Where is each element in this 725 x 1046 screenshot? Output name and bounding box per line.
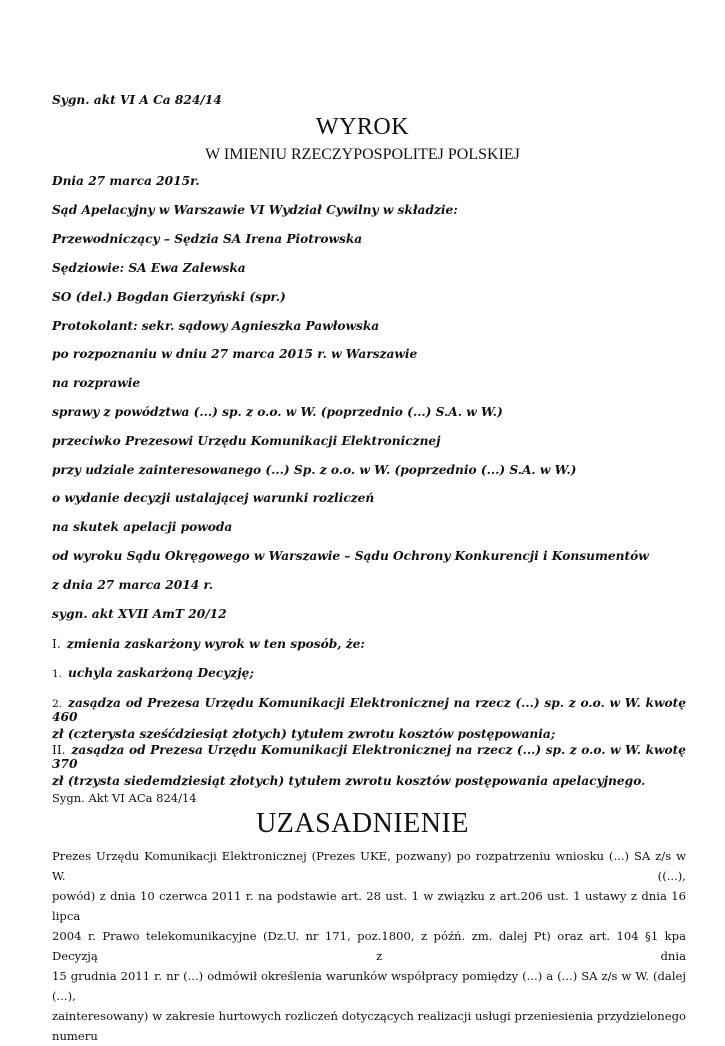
judges: Sędziowie: SA Ewa Zalewska	[52, 261, 246, 275]
plaintiff-line: sprawy z powództwa (...) sp. z o.o. w W. (poprzednio (...) S.A. w W.)	[52, 405, 503, 419]
court-composition: Sąd Apelacyjny w Warszawie VI Wydział Cywilny w składzie:	[52, 203, 458, 217]
ruling-item-number: I.	[52, 637, 61, 651]
presiding-judge: Przewodniczący – Sędzia SA Irena Piotrowska	[52, 232, 363, 246]
ruling-item-text: zasądza od Prezesa Urzędu Komunikacji Elektronicznej na rzecz (...) sp. z o.o. w W. kwotę 370	[52, 743, 686, 771]
ruling-item-I	[52, 637, 365, 651]
ruling-item-text: uchyla zaskarżoną Decyzję;	[68, 666, 254, 680]
appeal-line: na skutek apelacji powoda	[52, 520, 233, 534]
document-title: WYROK	[315, 114, 410, 140]
ruling-item-line: zł (czterysta sześćdziesiąt złotych) tytułem zwrotu kosztów postępowania;	[52, 727, 556, 741]
court-reporter: Protokolant: sekr. sądowy Agnieszka Pawłowska	[52, 319, 380, 333]
justification-line: 15 grudnia 2011 r. nr (...) odmówił określenia warunków współpracy pomiędzy (...) a (...) SA z/s w W. (dalej (...),	[52, 969, 686, 1003]
footer-case-reference: Sygn. Akt VI ACa 824/14	[52, 791, 197, 805]
justification-heading: UZASADNIENIE	[256, 808, 469, 839]
ruling-item-2	[52, 696, 686, 741]
ruling-item-number: 1.	[52, 668, 63, 680]
interested-party-line: przy udziale zainteresowanego (...) Sp. z o.o. w W. (poprzednio (...) S.A. w W.)	[52, 463, 577, 477]
hearing-date: po rozpoznaniu w dniu 27 marca 2015 r. w Warszawie	[52, 347, 418, 361]
justification-body	[52, 846, 686, 1046]
justification-line: powód) z dnia 10 czerwca 2011 r. na podstawie art. 28 ust. 1 w związku z art.206 ust. 1 ustawy z dnia 16 lipca	[52, 889, 686, 923]
case-reference: Sygn. akt VI A Ca 824/14	[52, 93, 222, 107]
ruling-item-number: 2.	[52, 698, 63, 710]
ruling-item-1	[52, 666, 254, 680]
justification-line: 2004 r. Prawo telekomunikacyjne (Dz.U. nr 171, poz.1800, z późń. zm. dalej Pt) oraz art. 104 §1 kpa Decyzją z dnia	[52, 929, 686, 963]
ruling-item-number: II.	[52, 743, 66, 757]
lower-court-line: od wyroku Sądu Okręgowego w Warszawie – Sądu Ochrony Konkurencji i Konsumentów	[52, 549, 649, 563]
subject-line: o wydanie decyzji ustalającej warunki rozliczeń	[52, 491, 375, 505]
justification-line: zainteresowany) w zakresie hurtowych rozliczeń dotyczących realizacji usługi przeniesienia przydzielonego numeru	[52, 1009, 686, 1043]
ruling-item-line: zł (trzysta siedemdziesiąt złotych) tytułem zwrotu kosztów postępowania apelacyjnego.	[52, 774, 646, 788]
document-subtitle: W IMIENIU RZECZYPOSPOLITEJ POLSKIEJ	[205, 146, 520, 163]
ruling-date: Dnia 27 marca 2015r.	[52, 174, 200, 188]
ruling-item-text: zasądza od Prezesa Urzędu Komunikacji Elektronicznej na rzecz (...) sp. z o.o. w W. kwotę 460	[52, 696, 686, 724]
defendant-line: przeciwko Prezesowi Urzędu Komunikacji Elektronicznej	[52, 434, 441, 448]
lower-court-signature: sygn. akt XVII AmT 20/12	[52, 607, 227, 621]
ruling-item-II	[52, 743, 686, 788]
hearing-type: na rozprawie	[52, 376, 141, 390]
ruling-item-line	[52, 696, 686, 724]
ruling-item-line	[52, 743, 686, 771]
delegated-judge: SO (del.) Bogdan Gierzyński (spr.)	[52, 290, 286, 304]
justification-line: Prezes Urzędu Komunikacji Elektronicznej (Prezes UKE, pozwany) po rozpatrzeniu wniosku (...) SA z/s w W. ((...),	[52, 849, 686, 883]
ruling-item-text: zmienia zaskarżony wyrok w ten sposób, że:	[66, 637, 365, 651]
lower-court-date: z dnia 27 marca 2014 r.	[52, 578, 214, 592]
